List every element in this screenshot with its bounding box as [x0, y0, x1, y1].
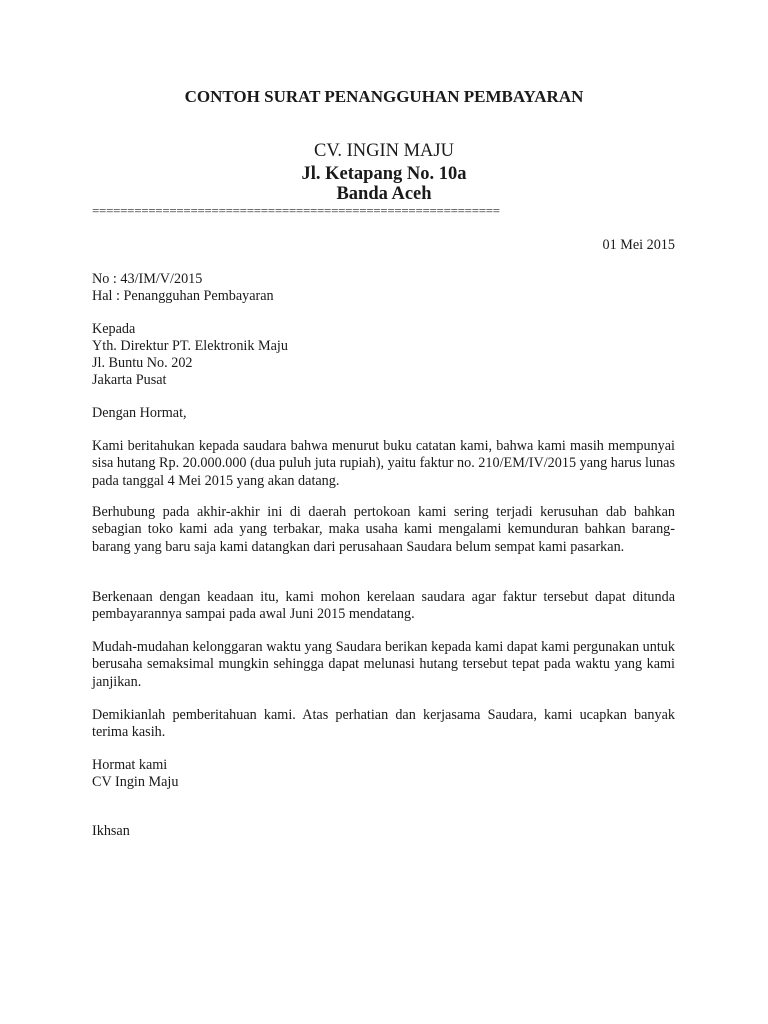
letter-title: CONTOH SURAT PENANGGUHAN PEMBAYARAN: [184, 87, 584, 106]
recipient-street: Jl. Buntu No. 202: [92, 355, 193, 371]
recipient-name: Yth. Direktur PT. Elektronik Maju: [92, 338, 288, 354]
recipient-to: Kepada: [92, 321, 136, 337]
closing: Hormat kami: [92, 757, 168, 773]
body-paragraph: Berhubung pada akhir-akhir ini di daerah pertokoan kami sering terjadi kerusuhan dab bahkan sebagian toko kami ada yang terbakar, maka usaha kami mengalami kemunduran bahkan barang-barang yang baru saja kami datangkan dari perusahaan Saudara belum sempat kami pasarkan.: [92, 504, 675, 555]
sender-address: Jl. Ketapang No. 10a: [301, 164, 467, 184]
recipient-city: Jakarta Pusat: [92, 372, 167, 388]
sender-city: Banda Aceh: [336, 184, 432, 204]
body-paragraph: Mudah-mudahan kelonggaran waktu yang Saudara berikan kepada kami dapat kami pergunakan untuk berusaha semaksimal mungkin sehingga dapat melunasi hutang tersebut tepat pada waktu yang kami janjikan.: [92, 639, 675, 690]
body-paragraph: Berkenaan dengan keadaan itu, kami mohon kerelaan saudara agar faktur tersebut dapat ditunda pembayarannya sampai pada awal Juni 2015 mendatang.: [92, 589, 675, 623]
greeting: Dengan Hormat,: [92, 405, 187, 421]
closing-company: CV Ingin Maju: [92, 774, 179, 790]
body-paragraph: Kami beritahukan kepada saudara bahwa menurut buku catatan kami, bahwa kami masih mempunyai sisa hutang Rp. 20.000.000 (dua puluh juta rupiah), yaitu faktur no. 210/EM/IV/2015 yang harus lunas pada tanggal 4 Mei 2015 yang akan datang.: [92, 438, 675, 489]
letter-date: 01 Mei 2015: [602, 237, 675, 253]
signature-name: Ikhsan: [92, 823, 130, 839]
body-paragraph: Demikianlah pemberitahuan kami. Atas perhatian dan kerjasama Saudara, kami ucapkan banyak terima kasih.: [92, 707, 675, 741]
sender-company: CV. INGIN MAJU: [314, 141, 454, 161]
letter-number: No : 43/IM/V/2015: [92, 271, 203, 287]
header-separator: ==========================================================: [92, 203, 500, 218]
letter-subject: Hal : Penangguhan Pembayaran: [92, 288, 274, 304]
